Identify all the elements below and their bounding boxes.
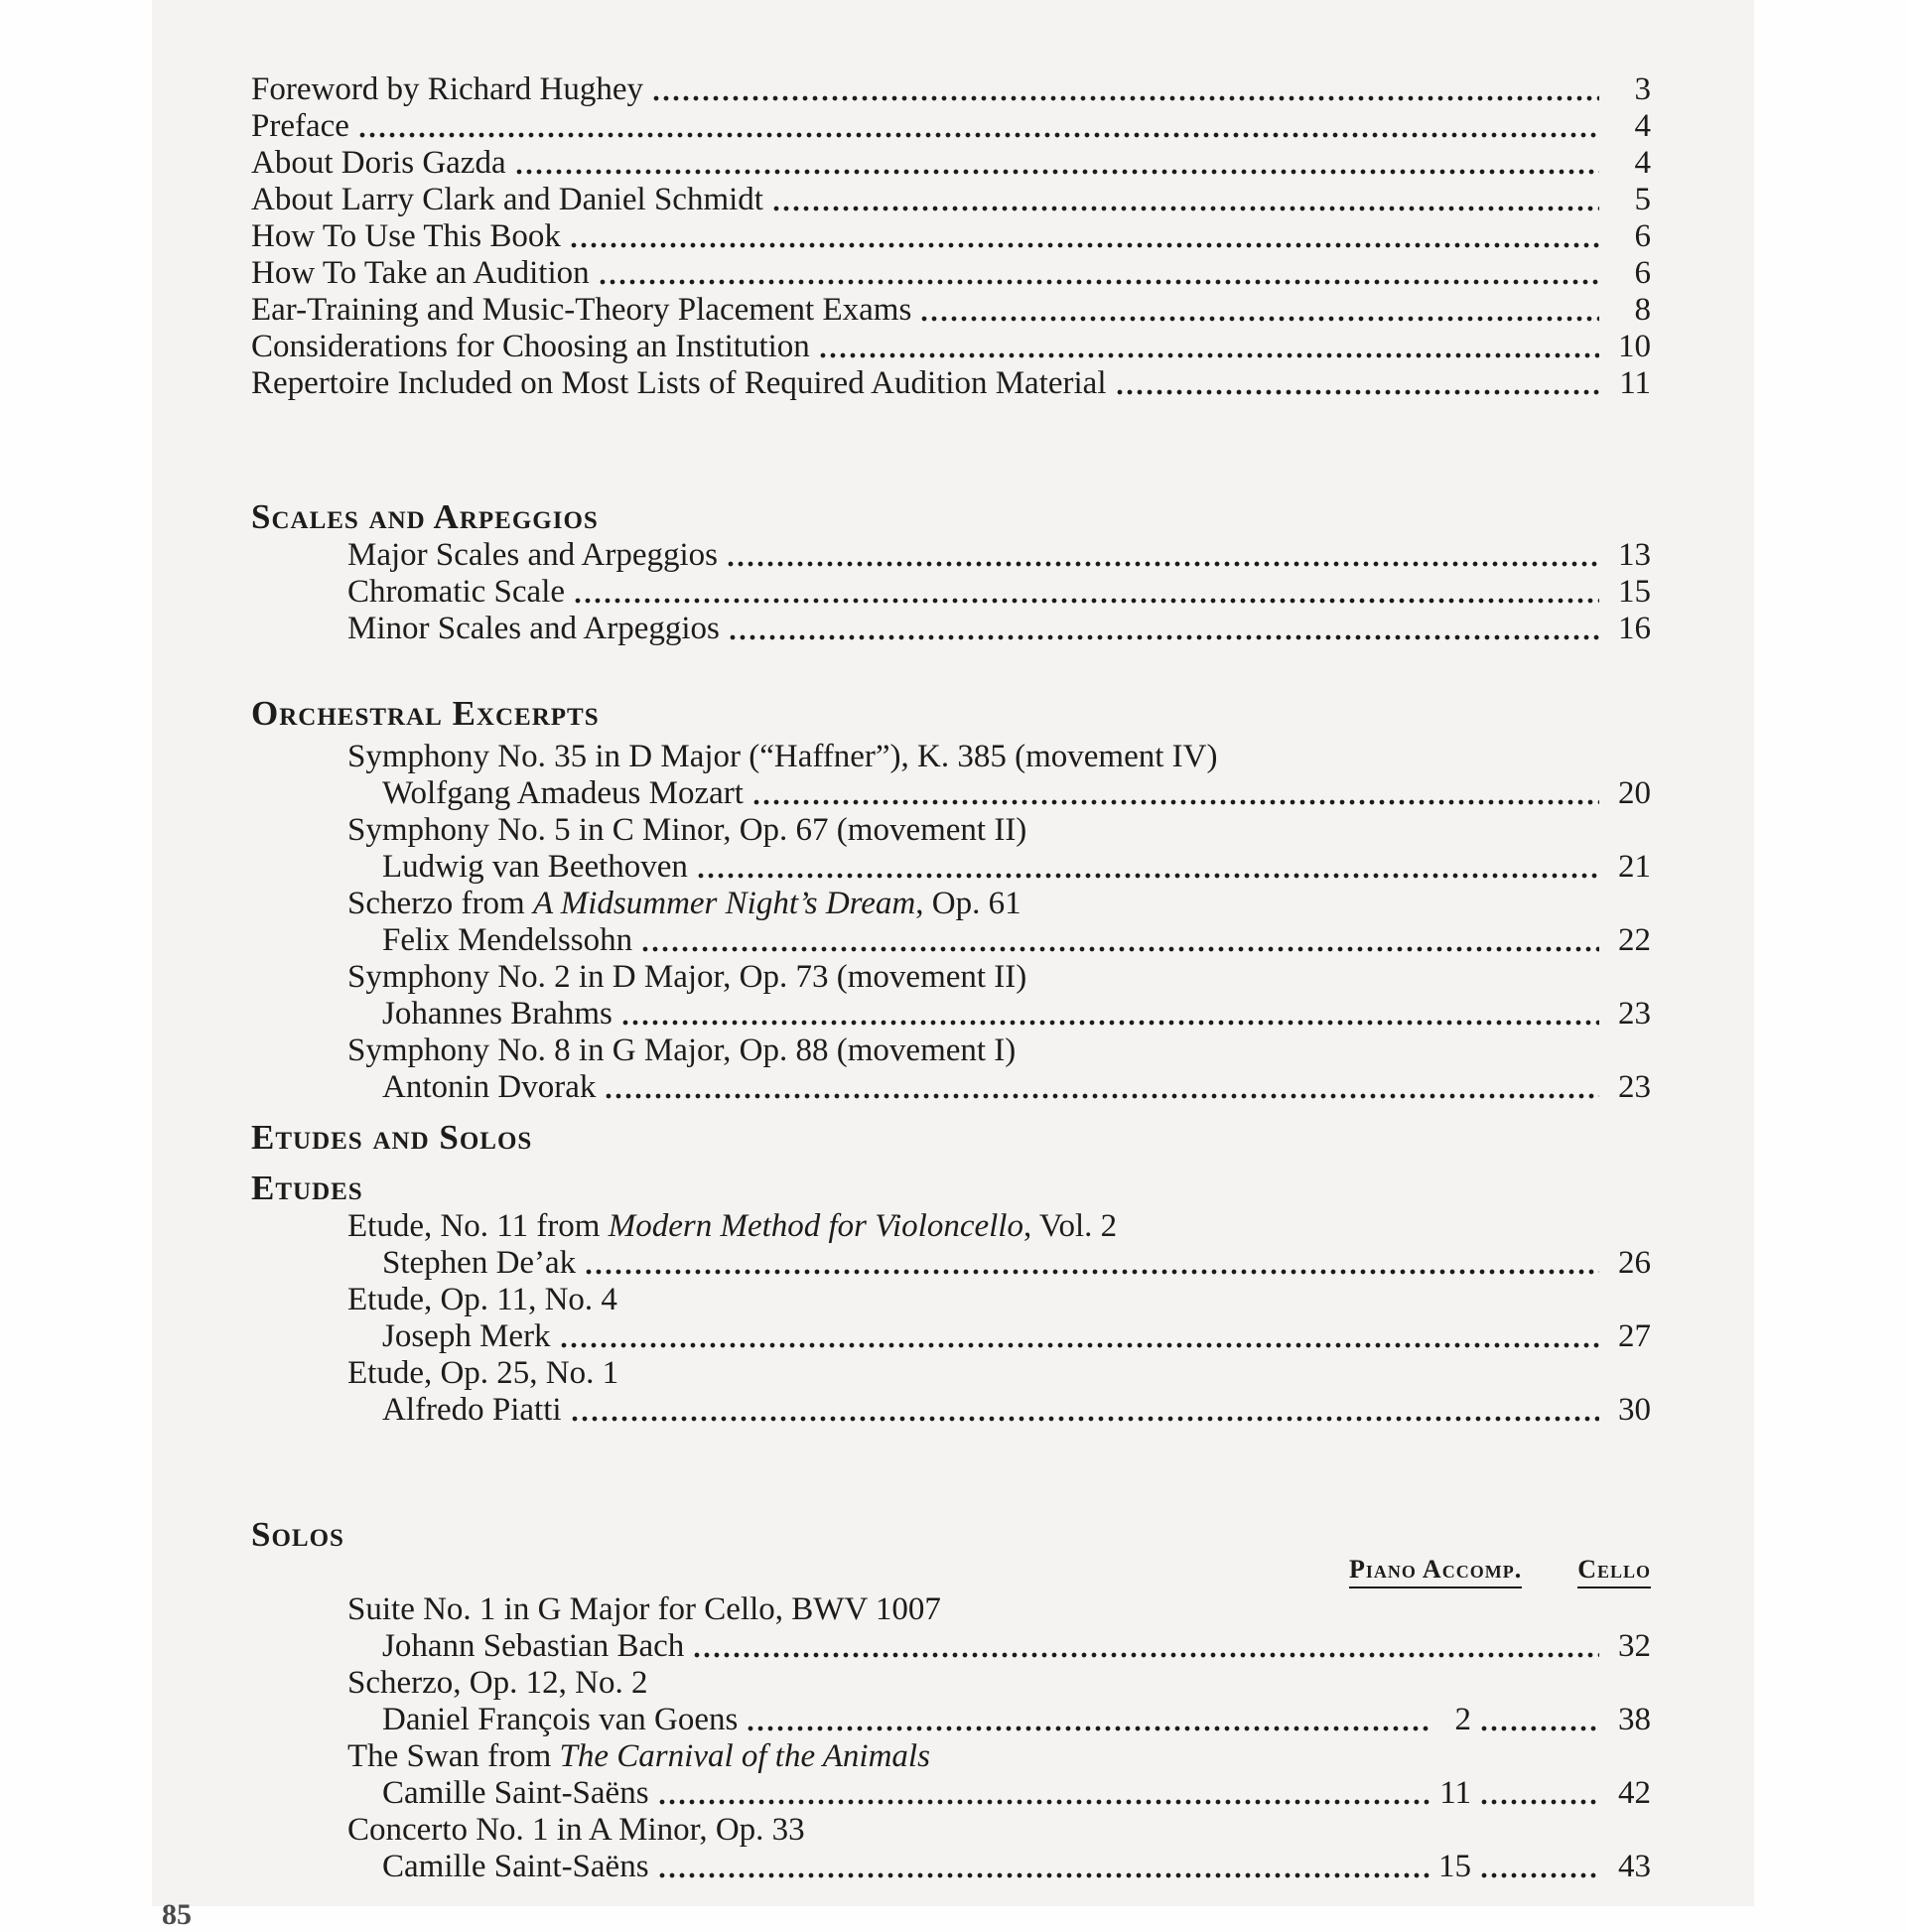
page-number: 27 — [1618, 1318, 1651, 1354]
composer-label: Antonin Dvorak — [382, 1069, 597, 1105]
solos-column-headers — [1349, 1555, 1651, 1588]
toc-entry — [251, 1849, 1651, 1885]
composer-label: Johann Sebastian Bach — [382, 1628, 685, 1664]
work-title-label: Symphony No. 2 in D Major, Op. 73 (movement II) — [347, 959, 1027, 995]
dot-leader — [599, 278, 1599, 286]
work-title — [251, 1665, 1651, 1702]
page-number: 20 — [1618, 775, 1651, 811]
piano-page-number: 15 — [1438, 1849, 1471, 1884]
dot-leader — [693, 1651, 1599, 1659]
toc-entry — [251, 1318, 1651, 1355]
dot-leader — [358, 131, 1599, 139]
toc-entry — [251, 1628, 1651, 1665]
front-matter-list — [251, 71, 1651, 402]
composer-label: Johannes Brahms — [382, 996, 613, 1032]
dot-leader — [571, 1415, 1599, 1423]
page-number: 3 — [1634, 71, 1651, 107]
work-title-label: Scherzo from A Midsummer Night’s Dream, Op. 61 — [347, 886, 1021, 921]
etudes-list — [251, 1208, 1651, 1429]
work-title — [251, 1591, 1651, 1628]
toc-entry — [251, 1245, 1651, 1282]
toc-entry — [251, 611, 1651, 647]
composer-label: Alfredo Piatti — [382, 1392, 562, 1428]
toc-entry — [251, 108, 1651, 145]
toc-entry-label: Repertoire Included on Most Lists of Required Audition Material — [251, 365, 1107, 401]
cello-page-number: 38 — [1618, 1702, 1651, 1737]
dot-leader — [729, 633, 1599, 641]
cut-off-footer-text: 85 — [162, 1898, 192, 1931]
work-title — [251, 1738, 1651, 1775]
page-number: 13 — [1618, 537, 1651, 573]
toc-entry-label: Chromatic Scale — [347, 574, 566, 610]
page-number: 4 — [1634, 108, 1651, 144]
toc-entry — [251, 218, 1651, 255]
page-number: 8 — [1634, 292, 1651, 328]
dot-leader — [658, 1798, 1431, 1806]
work-title-label: Symphony No. 8 in G Major, Op. 88 (movement I) — [347, 1033, 1017, 1068]
work-title — [251, 959, 1651, 996]
work-title-label: Symphony No. 35 in D Major (“Haffner”), K. 385 (movement IV) — [347, 739, 1218, 774]
toc-entry — [251, 365, 1651, 402]
work-title — [251, 812, 1651, 849]
toc-entry — [251, 292, 1651, 329]
toc-entry — [251, 775, 1651, 812]
toc-entry — [251, 537, 1651, 574]
dot-leader — [1116, 388, 1600, 396]
toc-entry-label: About Doris Gazda — [251, 145, 506, 181]
column-header-piano-accomp: Piano Accomp. — [1349, 1555, 1522, 1588]
page-number: 22 — [1618, 922, 1651, 958]
dot-leader — [585, 1268, 1599, 1276]
work-title — [251, 1355, 1651, 1392]
dot-leader — [752, 798, 1599, 806]
toc-entry — [251, 1775, 1651, 1812]
work-title-label: Etude, Op. 11, No. 4 — [347, 1282, 617, 1317]
work-title — [251, 1033, 1651, 1069]
composer-label: Daniel François van Goens — [382, 1702, 739, 1737]
work-title-label: Concerto No. 1 in A Minor, Op. 33 — [347, 1812, 805, 1848]
dot-leader — [515, 168, 1599, 176]
composer-label: Camille Saint-Saëns — [382, 1775, 649, 1811]
dot-leader — [727, 560, 1599, 568]
column-header-cello: Cello — [1577, 1555, 1651, 1588]
dot-leader — [574, 597, 1599, 605]
toc-entry — [251, 996, 1651, 1033]
page-number: 6 — [1634, 218, 1651, 254]
toc-entry-label: Minor Scales and Arpeggios — [347, 611, 720, 646]
composer-label: Felix Mendelssohn — [382, 922, 633, 958]
scales-list — [251, 537, 1651, 647]
toc-entry-label: Foreword by Richard Hughey — [251, 71, 644, 107]
work-title-label: Etude, No. 11 from Modern Method for Violoncello, Vol. 2 — [347, 1208, 1118, 1244]
solos-list — [251, 1591, 1651, 1885]
page-number: 21 — [1618, 849, 1651, 885]
dot-leader — [920, 315, 1599, 323]
table-of-contents-page — [152, 0, 1754, 1931]
toc-entry — [251, 329, 1651, 365]
page-number: 30 — [1618, 1392, 1651, 1428]
toc-entry-label: About Larry Clark and Daniel Schmidt — [251, 182, 763, 217]
cello-page-number: 42 — [1618, 1775, 1651, 1811]
toc-entry — [251, 255, 1651, 292]
work-title — [251, 1812, 1651, 1849]
composer-label: Joseph Merk — [382, 1318, 551, 1354]
page-number: 11 — [1619, 365, 1651, 401]
dot-leader — [819, 351, 1599, 359]
dot-leader — [697, 872, 1599, 880]
work-title — [251, 1282, 1651, 1318]
toc-entry-label: Considerations for Choosing an Institution — [251, 329, 810, 364]
cello-page-number: 43 — [1618, 1849, 1651, 1884]
work-title — [251, 1208, 1651, 1245]
dot-leader — [1480, 1871, 1599, 1879]
orchestral-list — [251, 739, 1651, 1106]
page-number: 4 — [1634, 145, 1651, 181]
work-title — [251, 739, 1651, 775]
work-title — [251, 886, 1651, 922]
dot-leader — [652, 94, 1599, 102]
dot-leader — [605, 1092, 1599, 1100]
toc-entry — [251, 1069, 1651, 1106]
piano-page-number: 11 — [1439, 1775, 1471, 1811]
toc-entry — [251, 1702, 1651, 1738]
page-number: 23 — [1618, 996, 1651, 1032]
dot-leader — [1480, 1725, 1599, 1732]
work-title-label: The Swan from The Carnival of the Animals — [347, 1738, 930, 1774]
toc-entry-label: Ear-Training and Music-Theory Placement Exams — [251, 292, 912, 328]
toc-entry — [251, 922, 1651, 959]
toc-entry — [251, 71, 1651, 108]
toc-entry — [251, 182, 1651, 218]
page-number: 16 — [1618, 611, 1651, 646]
toc-entry-label: Major Scales and Arpeggios — [347, 537, 719, 573]
piano-page-number: 2 — [1454, 1702, 1471, 1737]
page-number: 15 — [1618, 574, 1651, 610]
dot-leader — [658, 1871, 1431, 1879]
dot-leader — [621, 1019, 1599, 1027]
page-number: 23 — [1618, 1069, 1651, 1105]
section-heading-orchestral: Orchestral Excerpts — [251, 694, 600, 733]
composer-label: Ludwig van Beethoven — [382, 849, 688, 885]
toc-entry — [251, 145, 1651, 182]
dot-leader — [570, 241, 1599, 249]
section-heading-scales: Scales and Arpeggios — [251, 497, 599, 536]
toc-entry-label: Preface — [251, 108, 349, 144]
page-number: 5 — [1634, 182, 1651, 217]
dot-leader — [772, 205, 1599, 212]
cello-page-number: 32 — [1618, 1628, 1651, 1664]
work-title-label: Suite No. 1 in G Major for Cello, BWV 1007 — [347, 1591, 941, 1627]
composer-label: Wolfgang Amadeus Mozart — [382, 775, 744, 811]
dot-leader — [747, 1725, 1431, 1732]
section-heading-solos: Solos — [251, 1515, 344, 1554]
dot-leader — [1480, 1798, 1599, 1806]
solos-header-row — [251, 1515, 1651, 1584]
toc-entry-label: How To Take an Audition — [251, 255, 590, 291]
toc-entry — [251, 849, 1651, 886]
work-title-label: Scherzo, Op. 12, No. 2 — [347, 1665, 648, 1701]
page-number: 26 — [1618, 1245, 1651, 1281]
composer-label: Camille Saint-Saëns — [382, 1849, 649, 1884]
page-number: 10 — [1618, 329, 1651, 364]
work-title-label: Symphony No. 5 in C Minor, Op. 67 (movement II) — [347, 812, 1027, 848]
section-heading-etudes: Etudes — [251, 1169, 363, 1207]
dot-leader — [641, 945, 1599, 953]
toc-entry — [251, 574, 1651, 611]
section-heading-etudes-and-solos: Etudes and Solos — [251, 1118, 533, 1157]
dot-leader — [560, 1341, 1599, 1349]
work-title-label: Etude, Op. 25, No. 1 — [347, 1355, 619, 1391]
toc-entry-label: How To Use This Book — [251, 218, 561, 254]
page-number: 6 — [1634, 255, 1651, 291]
toc-entry — [251, 1392, 1651, 1429]
composer-label: Stephen De’ak — [382, 1245, 577, 1281]
